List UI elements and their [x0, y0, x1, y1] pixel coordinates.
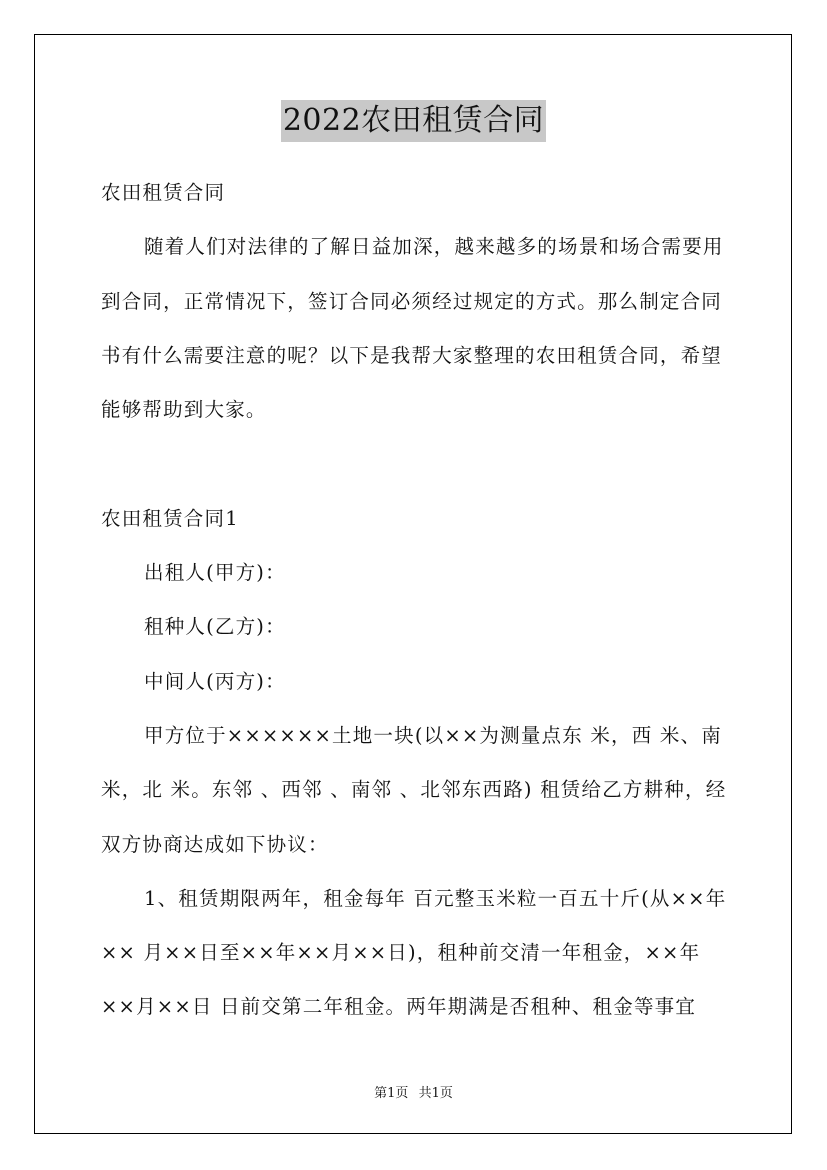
document-title: 2022农田租赁合同	[281, 100, 546, 142]
title-wrap	[0, 100, 827, 142]
blank-line	[101, 437, 731, 491]
intermediary-line: 中间人(丙方)：	[144, 669, 286, 693]
intro-paragraph: 随着人们对法律的了解日益加深，越来越多的场景和场合需要用到合同，正常情况下，签订合同必须经过规定的方式。那么制定合同书有什么需要注意的呢？以下是我帮大家整理的农田租赁合同，希望能够帮助到大家。	[101, 235, 724, 422]
lessor-line: 出租人(甲方)：	[144, 561, 286, 585]
page-number: 第1页	[374, 1086, 409, 1101]
subtitle: 农田租赁合同	[101, 181, 226, 204]
lessee-line: 租种人(乙方)：	[144, 615, 286, 639]
clause-1: 1、租赁期限两年，租金每年 百元整玉米粒一百五十斤(从××年×× 月××日至××年××月××日)，租种前交清一年租金，××年××月××日 日前交第二年租金。两年期满是否租种、租金等事宜	[101, 886, 727, 1019]
section-heading: 农田租赁合同1	[101, 506, 239, 530]
page-total: 共1页	[418, 1086, 453, 1101]
document-body	[101, 166, 731, 1035]
page-footer	[0, 1082, 827, 1101]
clause-land: 甲方位于××××××土地一块(以××为测量点东 米，西 米、南 米，北 米。东邻 、西邻 、南邻 、北邻东西路) 租赁给乙方耕种，经双方协商达成如下协议：	[101, 723, 727, 856]
